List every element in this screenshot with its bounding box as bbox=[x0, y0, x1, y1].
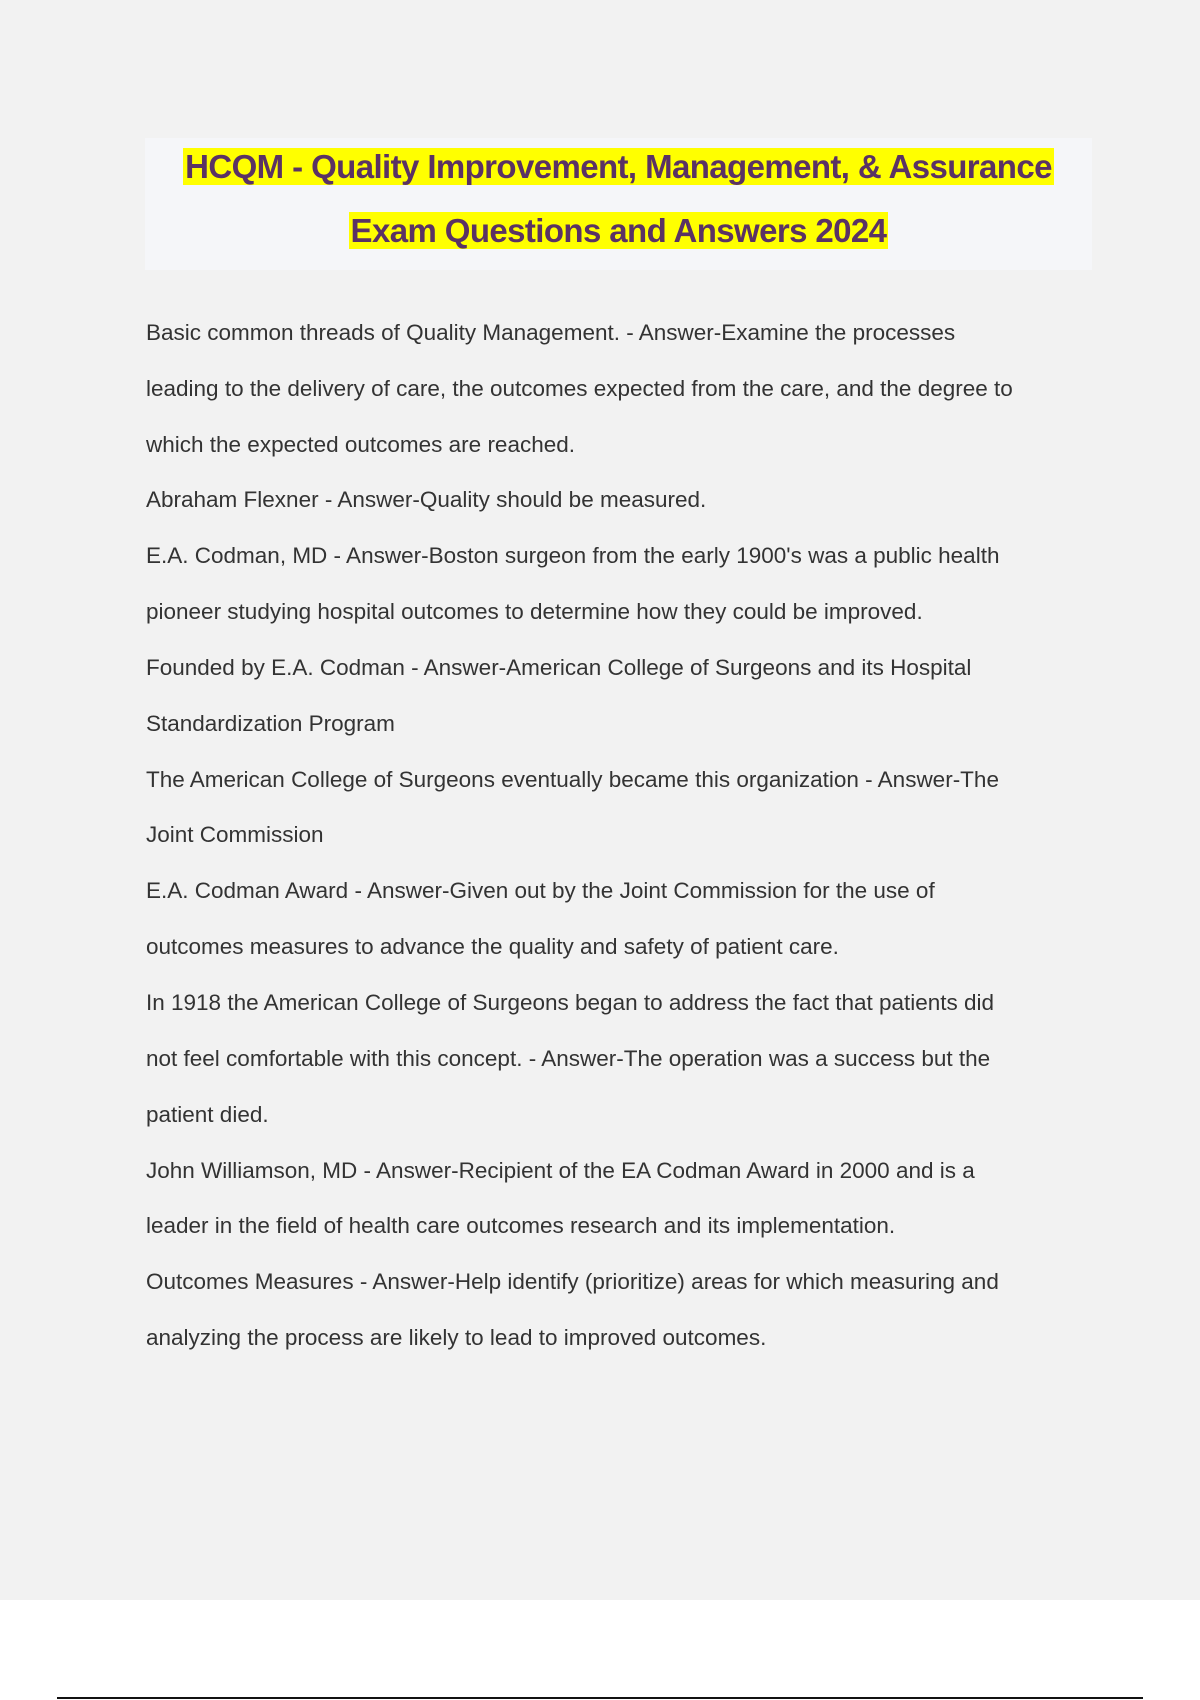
body-line: Joint Commission bbox=[146, 822, 324, 847]
body-line: E.A. Codman Award - Answer-Given out by the Joint Commission for the use of bbox=[146, 878, 935, 903]
body-line: Standardization Program bbox=[146, 711, 395, 736]
body-line: E.A. Codman, MD - Answer-Boston surgeon from the early 1900's was a public health bbox=[146, 543, 1000, 568]
document-title-line-1 bbox=[145, 146, 1092, 188]
body-line: not feel comfortable with this concept. - Answer-The operation was a success but the bbox=[146, 1046, 991, 1071]
title-highlight: HCQM - Quality Improvement, Management, & Assurance bbox=[185, 148, 1052, 185]
footer-divider bbox=[57, 1697, 1143, 1699]
body-line: Basic common threads of Quality Management. - Answer-Examine the processes bbox=[146, 320, 956, 345]
body-line: Outcomes Measures - Answer-Help identify (prioritize) areas for which measuring and bbox=[146, 1269, 999, 1294]
body-line: pioneer studying hospital outcomes to determine how they could be improved. bbox=[146, 599, 923, 624]
body-line: Founded by E.A. Codman - Answer-American College of Surgeons and its Hospital bbox=[146, 655, 972, 680]
body-line: Abraham Flexner - Answer-Quality should be measured. bbox=[146, 487, 707, 512]
body-line: patient died. bbox=[146, 1102, 269, 1127]
body-line: analyzing the process are likely to lead to improved outcomes. bbox=[146, 1325, 767, 1350]
body-line: outcomes measures to advance the quality and safety of patient care. bbox=[146, 934, 839, 959]
body-line: which the expected outcomes are reached. bbox=[146, 432, 576, 457]
body-line: The American College of Surgeons eventually became this organization - Answer-The bbox=[146, 767, 999, 792]
body-line: leader in the field of health care outcomes research and its implementation. bbox=[146, 1213, 896, 1238]
title-block bbox=[145, 138, 1092, 270]
title-highlight: Exam Questions and Answers 2024 bbox=[350, 212, 887, 249]
document-title-line-2 bbox=[145, 210, 1092, 252]
body-line: John Williamson, MD - Answer-Recipient of the EA Codman Award in 2000 and is a bbox=[146, 1158, 975, 1183]
body-line: In 1918 the American College of Surgeons began to address the fact that patients did bbox=[146, 990, 995, 1015]
body-line: leading to the delivery of care, the outcomes expected from the care, and the degree to bbox=[146, 376, 1013, 401]
